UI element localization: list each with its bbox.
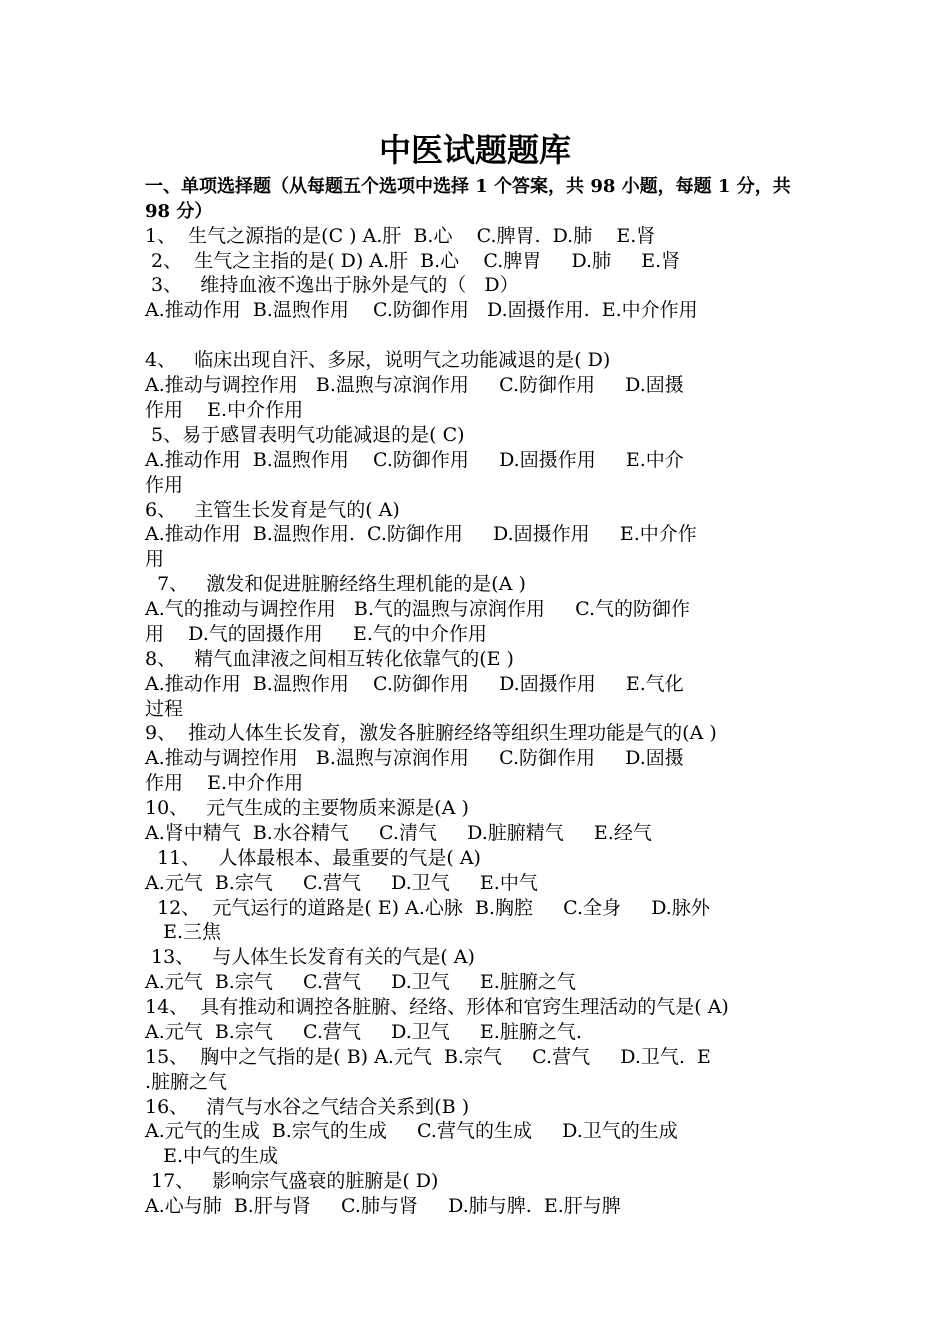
text-line: 10、 元气生成的主要物质来源是(A ) — [145, 797, 469, 819]
text-line: A.元气的生成 B.宗气的生成 C.营气的生成 D.卫气的生成 — [145, 1120, 678, 1142]
text-line: 1、 生气之源指的是(C ) A.肝 B.心 C.脾胃. D.肺 E.肾 — [145, 225, 656, 247]
text-line: 11、 人体最根本、最重要的气是( A) — [145, 847, 481, 869]
text-line: 17、 影响宗气盛衰的脏腑是( D) — [145, 1170, 439, 1192]
text-line: 16、 清气与水谷之气结合关系到(B ) — [145, 1096, 470, 1118]
text-line: A.推动作用 B.温煦作用 C.防御作用 D.固摄作用. E.中介作用 — [145, 299, 698, 321]
text-line: 12、 元气运行的道路是( E) A.心脉 B.胸腔 C.全身 D.脉外 — [145, 897, 710, 919]
text-line: 8、 精气血津液之间相互转化依靠气的(E ) — [145, 648, 514, 670]
text-line: 作用 E.中介作用 — [145, 772, 304, 794]
text-line: 4、 临床出现自汗、多尿，说明气之功能减退的是( D) — [145, 349, 611, 371]
text-line: 2、 生气之主指的是( D) A.肝 B.心 C.脾胃 D.肺 E.肾 — [145, 250, 681, 272]
text-line: 15、 胸中之气指的是( B) A.元气 B.宗气 C.营气 D.卫气. E — [145, 1046, 711, 1068]
text-line: 9、 推动人体生长发育，激发各脏腑经络等组织生理功能是气的(A ) — [145, 722, 717, 744]
text-line: 3、 维持血液不逸出于脉外是气的（ D） — [145, 274, 519, 296]
text-line — [145, 323, 815, 348]
text-line: A.元气 B.宗气 C.营气 D.卫气 E.脏腑之气 — [145, 971, 576, 993]
text-line: 6、 主管生长发育是气的( A) — [145, 499, 400, 521]
text-line: 5、易于感冒表明气功能减退的是( C) — [145, 424, 465, 446]
text-line: E.三焦 — [145, 921, 222, 943]
text-line: A.元气 B.宗气 C.营气 D.卫气 E.脏腑之气. — [145, 1021, 582, 1043]
text-line: 用 D.气的固摄作用 E.气的中介作用 — [145, 623, 487, 645]
text-line: A.心与肺 B.肝与肾 C.肺与肾 D.肺与脾. E.肝与脾 — [145, 1195, 621, 1217]
text-line: A.肾中精气 B.水谷精气 C.清气 D.脏腑精气 E.经气 — [145, 822, 652, 844]
text-line: .脏腑之气 — [145, 1071, 228, 1093]
text-line: 作用 — [145, 474, 184, 496]
text-line: 13、 与人体生长发育有关的气是( A) — [145, 946, 475, 968]
text-line: A.气的推动与调控作用 B.气的温煦与凉润作用 C.气的防御作 — [145, 598, 690, 620]
text-line: A.元气 B.宗气 C.营气 D.卫气 E.中气 — [145, 872, 538, 894]
section-header: 一、单项选择题（从每题五个选项中选择 1 个答案，共 98 小题，每题 1 分，共 98 分） — [145, 176, 791, 222]
text-line: A.推动与调控作用 B.温煦与凉润作用 C.防御作用 D.固摄 — [145, 747, 684, 769]
text-line: 14、 具有推动和调控各脏腑、经络、形体和官窍生理活动的气是( A) — [145, 996, 729, 1018]
text-line: E.中气的生成 — [145, 1145, 279, 1167]
text-line: 过程 — [145, 698, 184, 720]
text-line: A.推动作用 B.温煦作用 C.防御作用 D.固摄作用 E.气化 — [145, 673, 684, 695]
text-line: 7、 激发和促进脏腑经络生理机能的是(A ) — [145, 573, 526, 595]
text-line: A.推动作用 B.温煦作用. C.防御作用 D.固摄作用 E.中介作 — [145, 523, 697, 545]
text-line: A.推动作用 B.温煦作用 C.防御作用 D.固摄作用 E.中介 — [145, 449, 684, 471]
text-line: 用 — [145, 548, 165, 570]
text-line: 作用 E.中介作用 — [145, 399, 304, 421]
document-title: 中医试题题库 — [378, 131, 571, 169]
text-line: A.推动与调控作用 B.温煦与凉润作用 C.防御作用 D.固摄 — [145, 374, 684, 396]
